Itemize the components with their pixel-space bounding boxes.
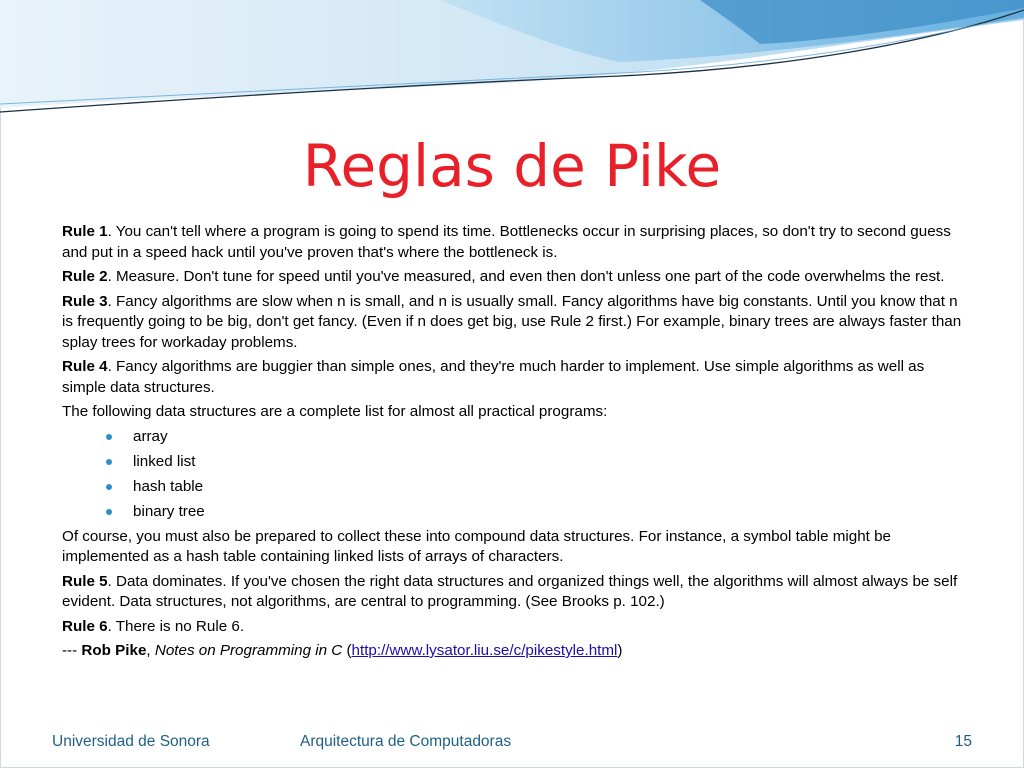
bullet-icon: [106, 459, 112, 465]
attribution-close-paren: ): [617, 642, 623, 659]
rule-6-paragraph: [62, 617, 962, 638]
list-intro: The following data structures are a complete list for almost all practical programs:: [62, 403, 608, 420]
rule-3-paragraph: [62, 292, 962, 354]
rule-4-paragraph: [62, 357, 962, 398]
list-item: [62, 427, 962, 448]
rule-6-label: Rule 6: [62, 617, 108, 635]
attribution-separator: ,: [146, 642, 155, 659]
rule-1-paragraph: [62, 222, 962, 263]
rule-4-label: Rule 4: [62, 358, 108, 375]
header-wave-decoration: [0, 0, 1024, 120]
footer-institution: Universidad de Sonora: [52, 733, 210, 750]
attribution-book: Notes on Programming in C: [154, 642, 343, 659]
list-item: [62, 502, 962, 523]
data-structure-list: [62, 427, 962, 523]
rule-3-text: . Fancy algorithms are slow when n is small, and n is usually small. Fancy algorithms have big constants. Until you know that n is frequently going to be big, don't get fancy. (Even if n does get big, use Rule 2 first.) For example, binary trees are always faster than splay trees for workaday problems.: [62, 292, 962, 351]
slide-title: Reglas de Pike: [302, 132, 722, 200]
rule-5-text: . Data dominates. If you've chosen the right data structures and organized things well, the algorithms will almost always be self evident. Data structures, not algorithms, are central to programming. (See Brooks p. 102.): [62, 572, 958, 610]
pikestyle-link[interactable]: http://www.lysator.liu.se/c/pikestyle.html: [351, 642, 618, 659]
bullet-icon: [106, 509, 112, 515]
list-item-text: array: [133, 427, 168, 445]
rule-1-text: . You can't tell where a program is going to spend its time. Bottlenecks occur in surprising places, so don't try to second guess and put in a speed hack until you've proven that's where the bottleneck is.: [62, 223, 951, 261]
rule-2-label: Rule 2: [62, 268, 108, 285]
attribution-prefix: ---: [62, 642, 82, 659]
attribution: [62, 641, 962, 662]
rule-3-label: Rule 3: [62, 292, 108, 310]
list-item: [62, 452, 962, 473]
rule-4-text: . Fancy algorithms are buggier than simple ones, and they're much harder to implement. Use simple algorithms as well as simple data structures.: [62, 358, 925, 396]
bullet-icon: [106, 484, 112, 490]
list-item: [62, 477, 962, 498]
rule-6-text: . There is no Rule 6.: [107, 617, 245, 635]
attribution-author: Rob Pike: [81, 642, 147, 659]
list-item-text: binary tree: [133, 502, 205, 520]
slide-body: [62, 222, 962, 666]
footer-page-number: 15: [954, 733, 972, 750]
rule-2-paragraph: [62, 267, 962, 288]
rule-2-text: . Measure. Don't tune for speed until you've measured, and even then don't unless one part of the code overwhelms the rest.: [107, 268, 945, 285]
footer-course: Arquitectura de Computadoras: [300, 733, 512, 750]
compound-paragraph: Of course, you must also be prepared to collect these into compound data structures. For instance, a symbol table might be implemented as a hash table containing linked lists of arrays of characters.: [62, 527, 891, 565]
rule-1-label: Rule 1: [62, 223, 108, 240]
bullet-icon: [106, 434, 112, 440]
attribution-open-paren: (: [342, 642, 352, 659]
rule-5-paragraph: [62, 572, 962, 613]
rule-5-label: Rule 5: [62, 572, 108, 590]
list-item-text: hash table: [133, 477, 204, 495]
list-item-text: linked list: [133, 452, 196, 470]
